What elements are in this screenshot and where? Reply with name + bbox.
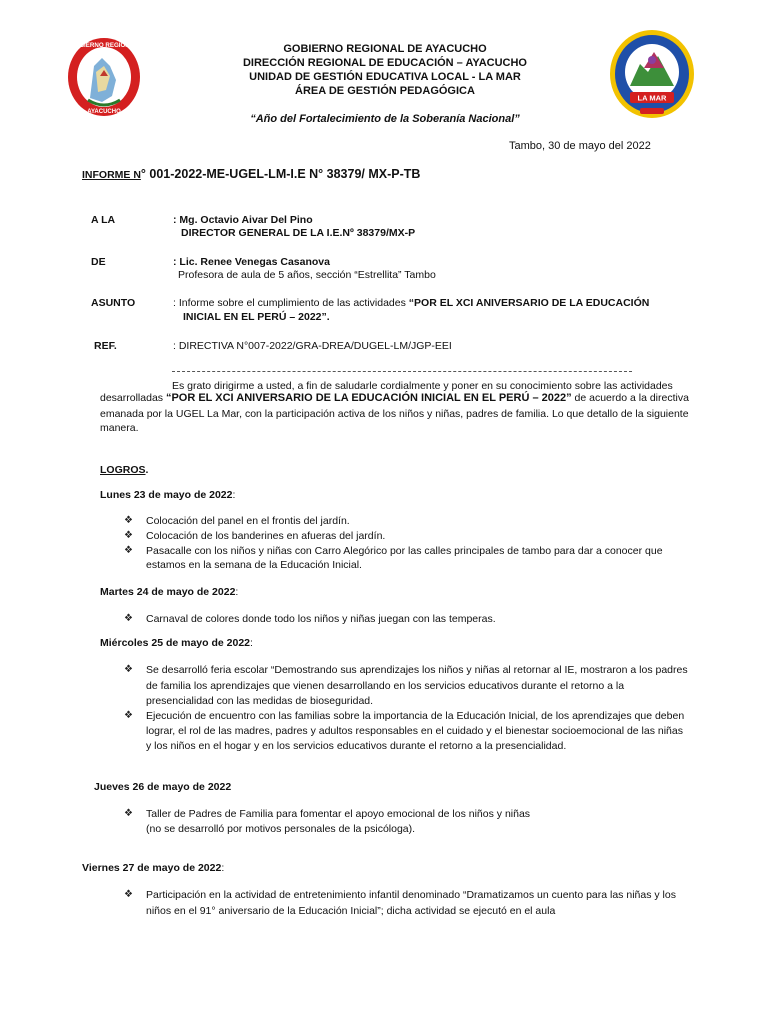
informe-number [82, 167, 420, 181]
svg-text:LA MAR: LA MAR [637, 93, 667, 103]
list-item-continued: lograr, el rol de las madres, padres y adultos responsables en el cuidado y el bienestar socioemocional de las niñas [146, 725, 683, 737]
logros-heading [100, 464, 148, 476]
separator-rule [172, 371, 632, 372]
subject-line-2: INICIAL EN EL PERÚ – 2022”. [183, 311, 330, 323]
informe-code: ° 001-2022-ME-UGEL-LM-I.E N° 38379/ MX-P-TB [140, 167, 421, 181]
list-item: Carnaval de colores donde todo los niños y niñas juegan con las temperas. [146, 613, 496, 625]
day-title-text: Lunes 23 de mayo de 2022 [100, 489, 233, 501]
svg-text:AYACUCHO: AYACUCHO [87, 109, 121, 115]
logros-dot: . [145, 464, 149, 476]
list-item: Pasacalle con los niños y niñas con Carro Alegórico por las calles principales de tambo para dar a conocer que [146, 545, 663, 557]
intro-line-2a: desarrolladas [100, 392, 166, 404]
day-title-lunes [100, 489, 235, 501]
bullet-icon: ❖ [124, 530, 133, 541]
bullet-icon: ❖ [124, 545, 133, 556]
bullet-icon: ❖ [124, 664, 133, 675]
list-item-continued: estamos en la semana de la Educación Inicial. [146, 559, 362, 571]
day-title-colon: : [232, 489, 236, 501]
intro-line-2 [100, 392, 689, 404]
list-item: Ejecución de encuentro con las familias sobre la importancia de la Educación Inicial, de los aprendizajes que deben [146, 710, 685, 722]
list-item: Se desarrolló feria escolar “Demostrando sus aprendizajes los niños y niñas al retornar al IE, mostraron a los padres [146, 664, 688, 676]
day-title-colon: : [250, 637, 253, 649]
bullet-icon: ❖ [124, 808, 133, 819]
list-item-continued: (no se desarrolló por motivos personales de la psicóloga). [146, 823, 416, 835]
day-title-colon: : [235, 586, 239, 598]
informe-prefix: INFORME N [82, 169, 141, 181]
day-title-viernes [82, 862, 224, 874]
list-item: Taller de Padres de Familia para fomentar el apoyo emocional de los niños y niñas [146, 808, 531, 820]
ref-value: : DIRECTIVA N°007-2022/GRA-DREA/DUGEL-LM/JGP-EEI [173, 340, 452, 352]
svg-text:GOBIERNO REGIONAL: GOBIERNO REGIONAL [69, 42, 139, 49]
place-date: Tambo, 30 de mayo del 2022 [509, 140, 651, 152]
to-role: DIRECTOR GENERAL DE LA I.E.Nº 38379/MX-P [181, 227, 416, 239]
list-item-continued: de familia los aprendizajes que vienen desarrollando en los servicios educativos durante el retorno a la [146, 680, 625, 692]
subject-bold-1: “POR EL XCI ANIVERSARIO DE LA EDUCACIÓN [408, 297, 650, 309]
list-item-continued: presencialidad con las medidas de bioseguridad. [146, 695, 374, 707]
day-title-colon: : [221, 862, 225, 874]
intro-line-1: Es grato dirigirme a usted, a fin de saludarle cordialmente y poner en su conocimiento sobre las actividades [172, 380, 673, 392]
bullet-icon: ❖ [124, 613, 133, 624]
intro-line-2b: “POR EL XCI ANIVERSARIO DE LA EDUCACIÓN INICIAL EN EL PERÚ – 2022” [165, 392, 572, 404]
intro-line-2c: de acuerdo a la directiva [571, 392, 689, 404]
intro-line-3: emanada por la UGEL La Mar, con la participación activa de los niños y niñas, padres de familia. Lo que detallo de la siguiente [100, 408, 689, 420]
logros-title: LOGROS [100, 464, 146, 476]
day-title-jueves: Jueves 26 de mayo de 2022 [94, 781, 232, 793]
day-title-text: Viernes 27 de mayo de 2022 [82, 862, 222, 874]
header-line-3: UNIDAD DE GESTIÓN EDUCATIVA LOCAL - LA MAR [249, 71, 521, 83]
ref-label: REF. [94, 340, 117, 352]
list-item: Colocación de los banderines en afueras del jardín. [146, 530, 386, 542]
from-role: Profesora de aula de 5 años, sección “Estrellita” Tambo [178, 269, 436, 281]
day-title-miercoles [100, 637, 253, 649]
day-title-text: Martes 24 de mayo de 2022 [100, 586, 236, 598]
list-item: Participación en la actividad de entretenimiento infantil denominado “Dramatizamos un cuento para las niñas y los [146, 889, 676, 901]
from-name: : Lic. Renee Venegas Casanova [173, 256, 330, 268]
header-line-1: GOBIERNO REGIONAL DE AYACUCHO [283, 43, 487, 55]
bullet-icon: ❖ [124, 889, 133, 900]
intro-line-4: manera. [100, 422, 139, 434]
to-name: : Mg. Octavio Aivar Del Pino [173, 214, 313, 226]
subject-label: ASUNTO [91, 297, 136, 309]
list-item: Colocación del panel en el frontis del jardín. [146, 515, 350, 527]
list-item-continued: y los niños en el hogar y en los servicios educativos durante el retorno a la presencialidad. [146, 740, 567, 752]
year-motto: “Año del Fortalecimiento de la Soberanía Nacional” [250, 113, 520, 125]
day-title-martes [100, 586, 238, 598]
to-label: A LA [91, 214, 116, 226]
bullet-icon: ❖ [124, 515, 133, 526]
gobierno-regional-logo [66, 36, 142, 118]
from-label: DE [91, 256, 106, 268]
subject-prefix: : Informe sobre el cumplimiento de las actividades [173, 297, 409, 309]
day-title-text: Miércoles 25 de mayo de 2022 [100, 637, 250, 649]
list-item-continued: niños en el 91° aniversario de la Educación Inicial”; dicha actividad se ejecutó en el aula [146, 905, 556, 917]
header-line-4: ÁREA DE GESTIÓN PEDAGÓGICA [295, 85, 475, 97]
subject-line-1 [173, 297, 649, 309]
header-line-2: DIRECCIÓN REGIONAL DE EDUCACIÓN – AYACUCHO [242, 57, 527, 69]
bullet-icon: ❖ [124, 710, 133, 721]
ugel-la-mar-logo [608, 26, 696, 122]
